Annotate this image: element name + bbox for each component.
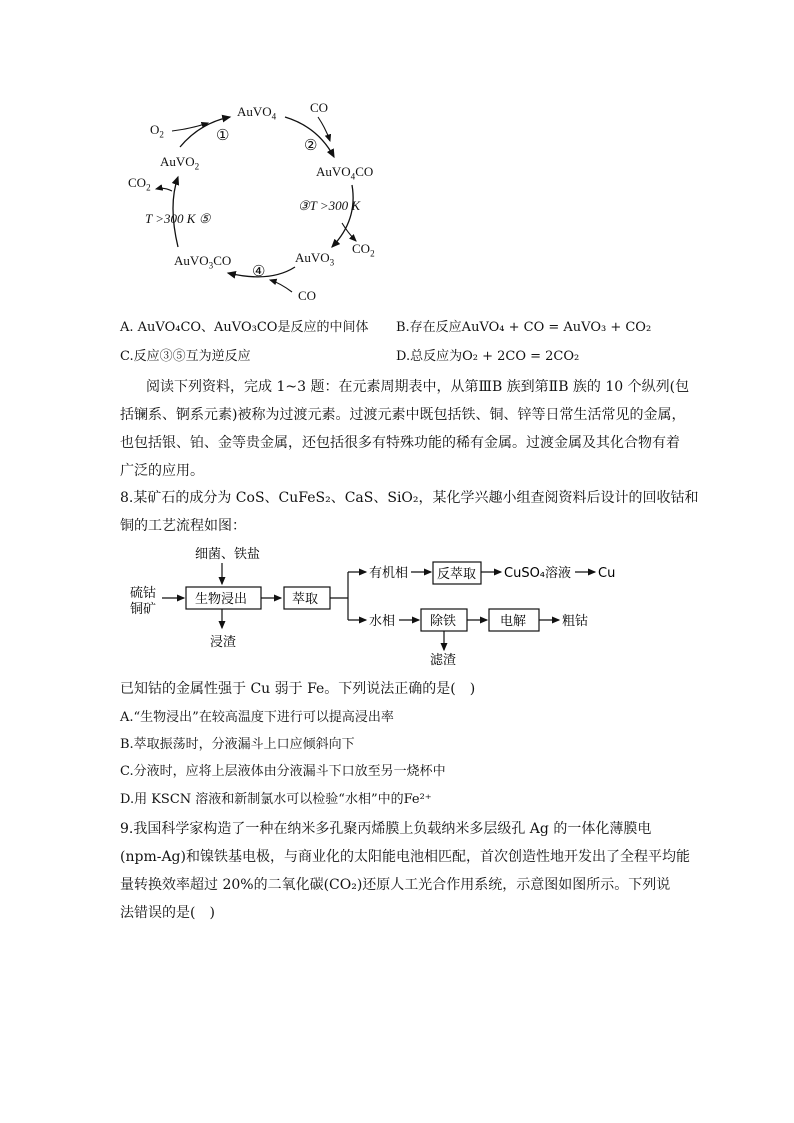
flow-iron-removal: 除铁 — [430, 614, 457, 629]
species-co-bottom: CO — [298, 288, 317, 303]
q9-stem-line-4: 法错误的是( ) — [120, 905, 215, 921]
flow-ore-label-1: 硫钴 — [130, 586, 157, 601]
q8-note: 已知钴的金属性强于 Cu 弱于 Fe。下列说法正确的是( ) — [120, 681, 476, 697]
flow-residue: 浸渣 — [210, 635, 237, 650]
reading-line-3: 也包括银、铂、金等贵金属，还包括很多有特殊功能的稀有金属。过渡金属及其化合物有着 — [120, 435, 680, 451]
flow-organic-phase: 有机相 — [369, 566, 409, 581]
step-3-label: ③T >300 K — [298, 198, 361, 213]
reading-line-2: 括镧系、锕系元素)被称为过渡元素。过渡元素中既包括铁、铜、锌等日常生活常见的金属， — [120, 407, 686, 423]
q9-stem-line-3: 量转换效率超过 20%的二氧化碳(CO₂)还原人工光合作用系统，示意图如图所示。下列说 — [120, 877, 671, 893]
q8-option-c: C.分液时，应将上层液体由分液漏斗下口放至另一烧杯中 — [120, 764, 446, 779]
flow-bio-input: 细菌、铁盐 — [195, 547, 261, 562]
species-co2-left: $CO_2$ — [128, 175, 151, 193]
process-flow-diagram — [120, 540, 640, 670]
flow-ore-label-2: 铜矿 — [130, 602, 157, 617]
arrow-co2-out-left — [156, 188, 172, 191]
q8-stem-line-2: 铜的工艺流程如图： — [120, 518, 246, 534]
q7-option-a: A. AuVO₄CO、AuVO₃CO是反应的中间体 — [120, 320, 369, 335]
flow-cuso4-solution: CuSO₄溶液 — [504, 566, 572, 581]
flow-bio-leaching: 生物浸出 — [195, 592, 248, 607]
q9-stem-line-1: 9.我国科学家构造了一种在纳米多孔聚丙烯膜上负载纳米多层级孔 Ag 的一体化薄膜电 — [120, 821, 652, 837]
q8-stem-line-1: 8.某矿石的成分为 CoS、CuFeS₂、CaS、SiO₂，某化学兴趣小组查阅资料后设计的回收钴和 — [120, 490, 699, 506]
flow-filter-residue: 滤渣 — [430, 653, 457, 668]
node-auvo2: AuVO$_2$ — [160, 154, 200, 172]
node-auvo3: AuVO$_3$ — [295, 250, 335, 268]
flow-copper: Cu — [598, 566, 616, 581]
flow-electrolysis: 电解 — [500, 614, 527, 629]
species-co-top: CO — [310, 100, 329, 115]
node-auvo4: AuVO$_4$ — [237, 104, 277, 122]
flow-crude-cobalt: 粗钴 — [562, 614, 589, 629]
flow-extraction: 萃取 — [292, 592, 319, 607]
q7-option-b: B.存在反应AuVO₄ + CO = AuVO₃ + CO₂ — [396, 320, 652, 335]
q9-stem-line-2: (npm-Ag)和镍铁基电极，与商业化的太阳能电池相匹配，首次创造性地开发出了全程平均能 — [120, 849, 690, 865]
reading-line-1: 阅读下列资料，完成 1~3 题：在元素周期表中，从第ⅢB 族到第ⅡB 族的 10 个纵列(包 — [146, 379, 690, 395]
node-auvo4co: AuVO$_4$CO — [316, 164, 374, 182]
flow-back-extraction: 反萃取 — [437, 567, 477, 582]
step-4-label: ④ — [252, 264, 266, 280]
arrow-co-in-bottom — [270, 280, 292, 292]
species-o2: $O_2$ — [150, 122, 164, 140]
flow-aqueous-phase: 水相 — [369, 614, 396, 629]
q8-option-b: B.萃取振荡时，分液漏斗上口应倾斜向下 — [120, 737, 355, 752]
step-1-label: ① — [216, 128, 230, 144]
q8-option-d: D.用 KSCN 溶液和新制氯水可以检验“水相”中的Fe²⁺ — [120, 792, 432, 807]
q8-option-a: A.“生物浸出”在较高温度下进行可以提高浸出率 — [120, 710, 394, 725]
node-auvo3co: AuVO$_3$CO — [174, 253, 232, 271]
species-co2-right: $CO_2$ — [352, 241, 375, 259]
arrow-step-3 — [332, 185, 353, 247]
step-2-label: ② — [304, 138, 318, 154]
q7-option-c: C.反应③⑤互为逆反应 — [120, 349, 251, 364]
step-5-label: T >300 K ⑤ — [145, 211, 211, 226]
reading-line-4: 广泛的应用。 — [120, 463, 204, 479]
q7-option-d: D.总反应为O₂ + 2CO = 2CO₂ — [396, 349, 580, 364]
